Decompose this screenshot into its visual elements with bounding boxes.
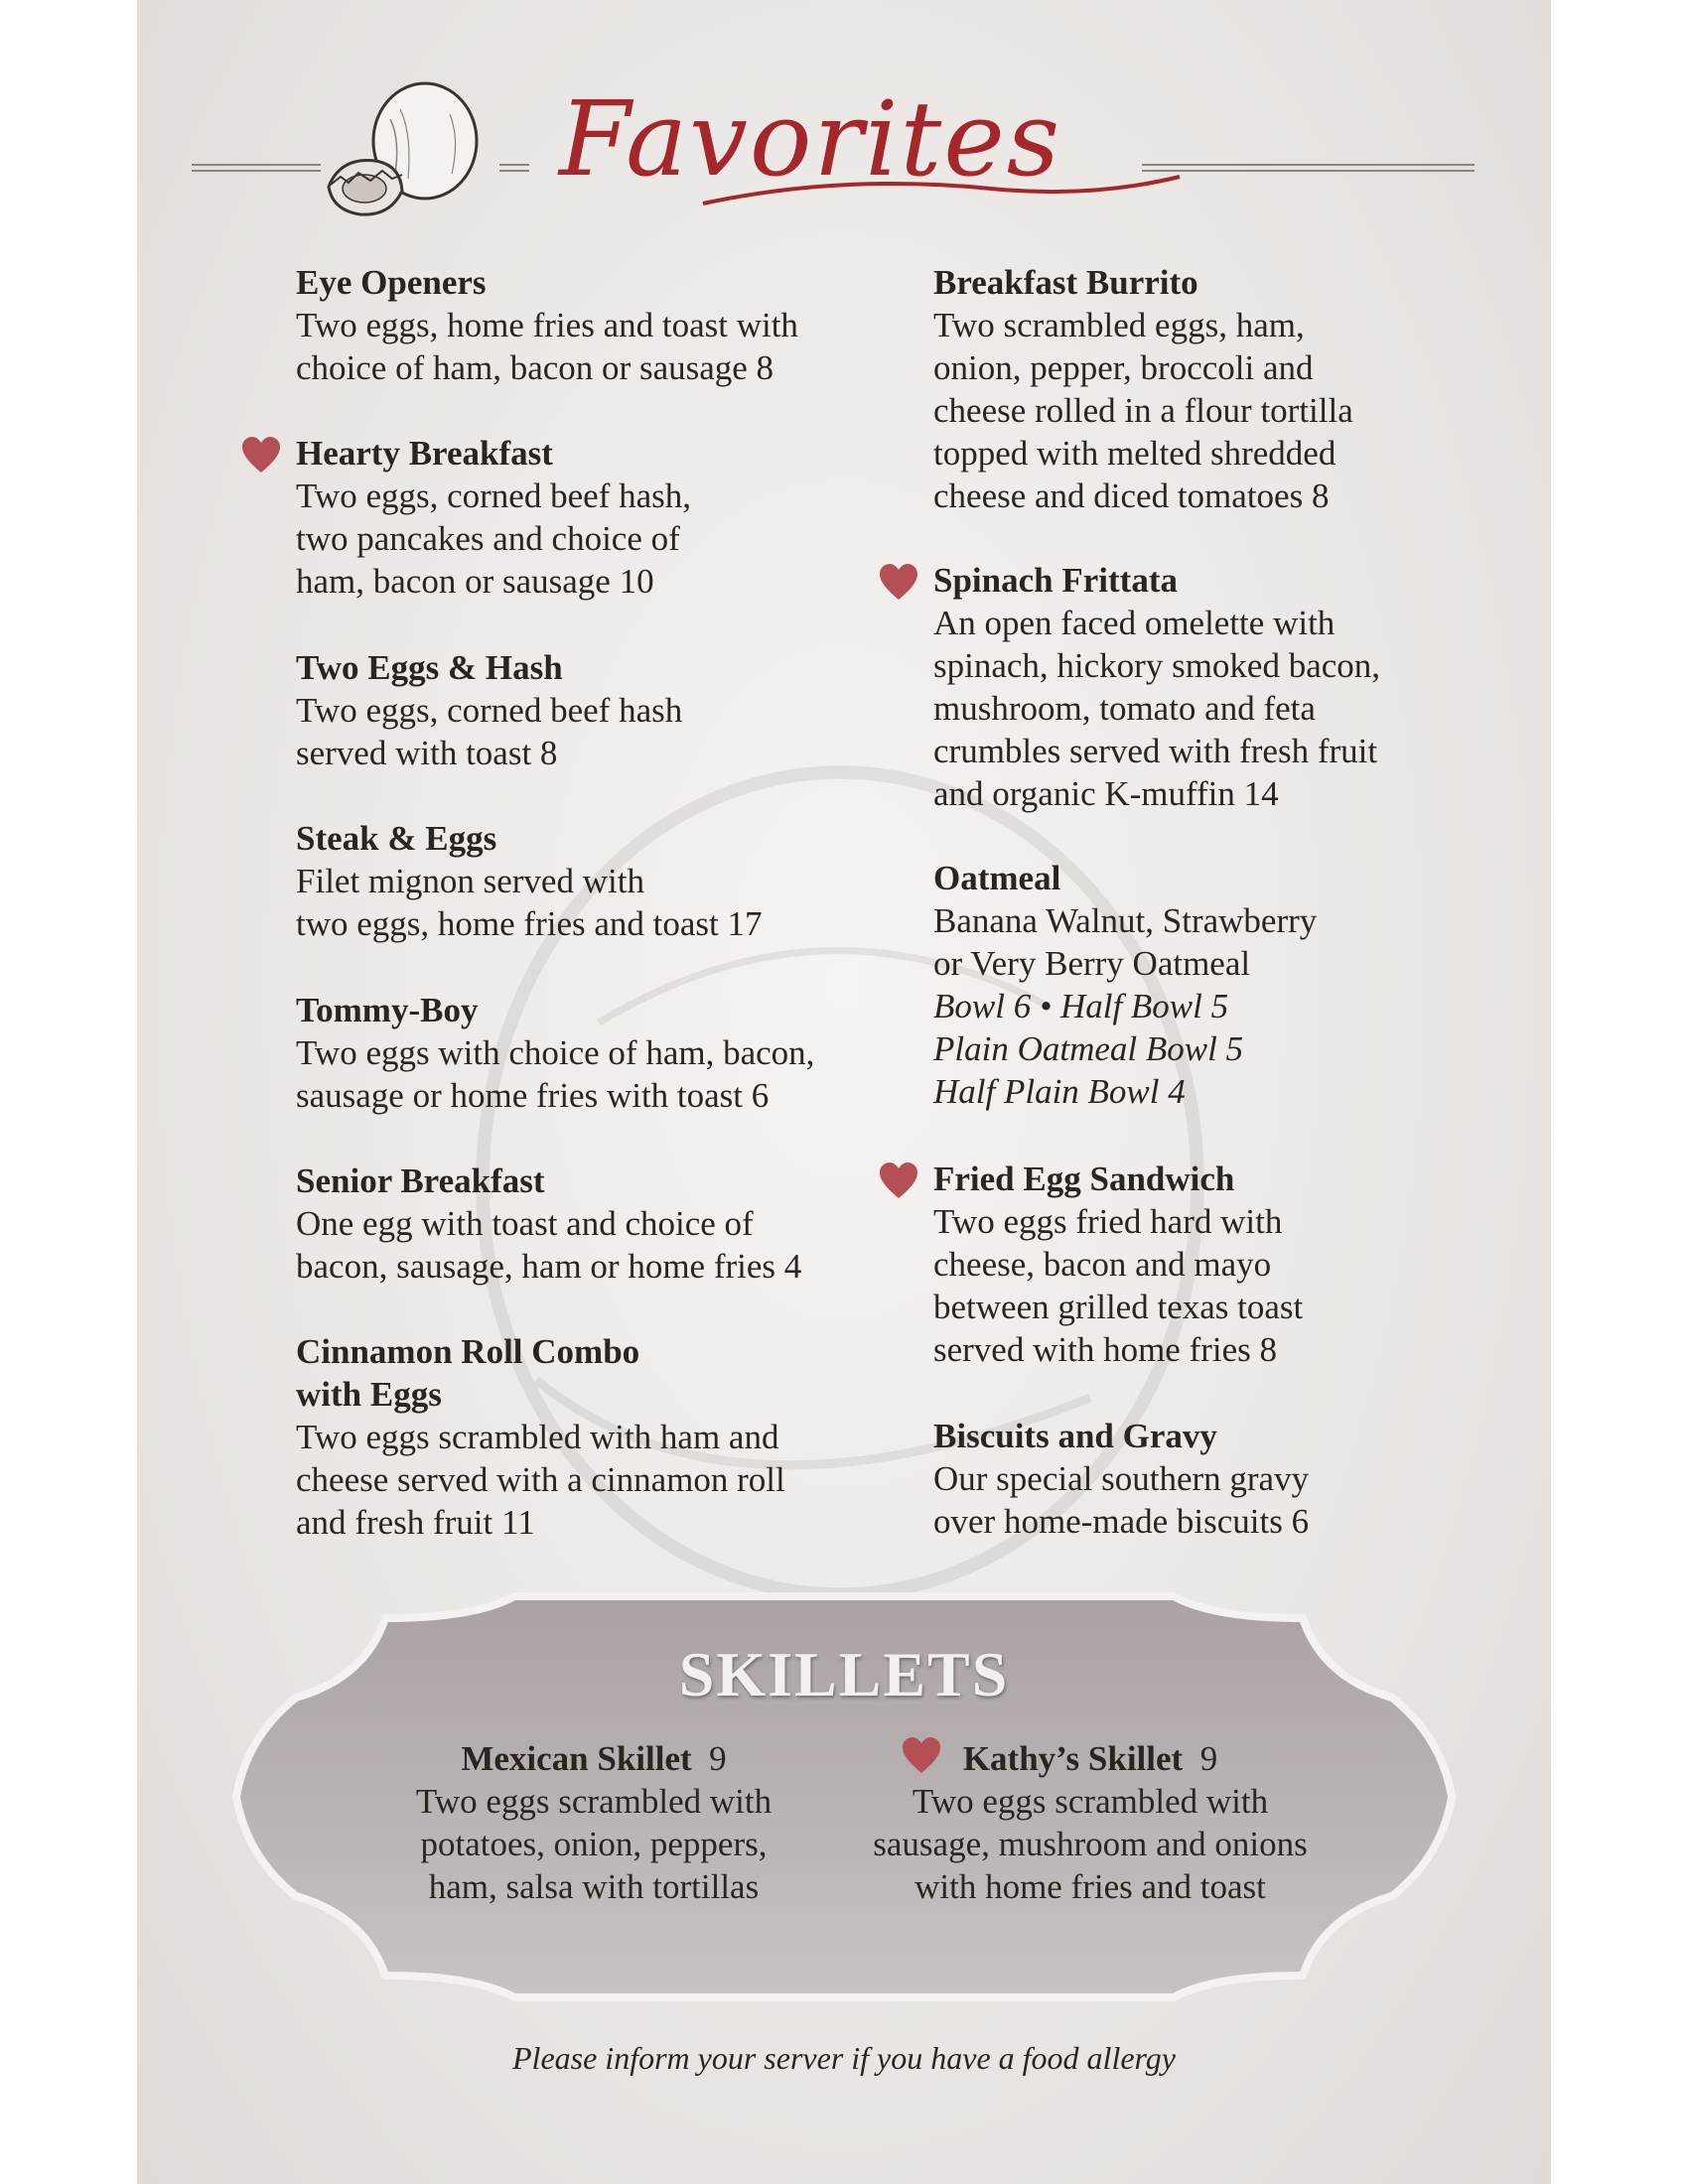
item-desc: and fresh fruit 11	[296, 1503, 535, 1542]
item-name: with Eggs	[296, 1375, 442, 1414]
item-desc: Two eggs fried hard with	[933, 1202, 1283, 1241]
item-desc: and organic K-muffin 14	[933, 774, 1279, 813]
item-desc: Banana Walnut, Strawberry	[933, 901, 1318, 940]
skillets-section	[216, 1588, 1472, 2005]
menu-item-cinnamon-roll-combo	[296, 1330, 892, 1544]
item-desc: Our special southern gravy	[933, 1459, 1310, 1498]
skillet-item-kathys	[852, 1737, 1329, 1908]
item-name: Steak & Eggs	[296, 819, 497, 858]
item-name: Mexican Skillet	[461, 1739, 692, 1778]
item-desc: onion, pepper, broccoli and	[933, 348, 1314, 387]
header-rule-right	[1142, 162, 1475, 174]
menu-item-senior-breakfast	[296, 1160, 892, 1288]
item-name: Kathy’s Skillet	[962, 1739, 1184, 1778]
item-price: 9	[1199, 1739, 1218, 1778]
page-title: Favorites	[559, 78, 1062, 200]
title-swash	[693, 159, 1190, 218]
item-desc: sausage or home fries with toast 6	[296, 1076, 770, 1115]
header-rule-left	[192, 162, 321, 174]
item-option: Half Plain Bowl 4	[933, 1072, 1186, 1111]
item-name: Cinnamon Roll Combo	[296, 1332, 640, 1371]
skillet-item-mexican	[355, 1737, 832, 1908]
item-desc: bacon, sausage, ham or home fries 4	[296, 1247, 802, 1286]
menu-item-two-eggs-hash	[296, 646, 892, 774]
item-name: Senior Breakfast	[296, 1161, 545, 1200]
item-desc: spinach, hickory smoked bacon,	[933, 646, 1381, 685]
item-desc: served with toast 8	[296, 734, 558, 772]
menu-item-eye-openers	[296, 261, 892, 389]
heart-icon	[241, 437, 281, 475]
item-name: Spinach Frittata	[933, 561, 1178, 600]
item-desc: sausage, mushroom and onions	[873, 1825, 1308, 1863]
item-option: Plain Oatmeal Bowl 5	[933, 1029, 1244, 1068]
menu-item-fried-egg-sandwich	[933, 1158, 1529, 1371]
menu-item-oatmeal	[933, 857, 1529, 1113]
item-desc: mushroom, tomato and feta	[933, 689, 1316, 728]
item-desc: Two scrambled eggs, ham,	[933, 306, 1305, 344]
menu-item-hearty-breakfast	[296, 432, 892, 603]
menu-page	[137, 0, 1551, 2184]
item-desc: or Very Berry Oatmeal	[933, 944, 1251, 983]
item-desc: ham, salsa with tortillas	[428, 1867, 760, 1906]
item-desc: Two eggs scrambled with ham and	[296, 1418, 779, 1456]
item-desc: between grilled texas toast	[933, 1288, 1304, 1326]
allergy-note: Please inform your server if you have a food allergy	[512, 2040, 1176, 2076]
menu-item-tommy-boy	[296, 989, 892, 1117]
menu-item-steak-eggs	[296, 817, 892, 945]
item-price: 9	[709, 1739, 727, 1778]
item-name: Oatmeal	[933, 859, 1061, 897]
item-name: Tommy-Boy	[296, 991, 479, 1029]
item-name: Hearty Breakfast	[296, 434, 553, 473]
item-desc: with home fries and toast	[914, 1867, 1266, 1906]
item-desc: two eggs, home fries and toast 17	[296, 904, 763, 943]
item-name: Fried Egg Sandwich	[933, 1160, 1235, 1198]
item-desc: cheese and diced tomatoes 8	[933, 477, 1330, 515]
menu-item-biscuits-gravy	[933, 1415, 1529, 1543]
heart-icon	[879, 1162, 918, 1200]
item-desc: Two eggs with choice of ham, bacon,	[296, 1033, 815, 1072]
skillets-title: SKILLETS	[678, 1639, 1010, 1709]
item-name: Breakfast Burrito	[933, 263, 1198, 302]
item-desc: An open faced omelette with	[933, 604, 1336, 642]
item-desc: ham, bacon or sausage 10	[296, 562, 654, 601]
item-desc: Two eggs, home fries and toast with	[296, 306, 798, 344]
item-desc: Two eggs scrambled with	[912, 1782, 1269, 1821]
item-desc: over home-made biscuits 6	[933, 1502, 1310, 1541]
item-name: Two Eggs & Hash	[296, 648, 563, 687]
item-desc: cheese rolled in a flour tortilla	[933, 391, 1353, 430]
item-option: Bowl 6 • Half Bowl 5	[933, 987, 1229, 1025]
item-desc: choice of ham, bacon or sausage 8	[296, 348, 774, 387]
item-desc: crumbles served with fresh fruit	[933, 732, 1378, 770]
item-desc: One egg with toast and choice of	[296, 1204, 754, 1243]
item-desc: topped with melted shredded	[933, 434, 1336, 473]
egg-illustration-icon	[321, 79, 494, 228]
menu-item-breakfast-burrito	[933, 261, 1529, 517]
item-desc: Filet mignon served with	[296, 862, 644, 900]
heart-icon	[879, 564, 918, 602]
menu-item-spinach-frittata	[933, 559, 1529, 815]
item-desc: two pancakes and choice of	[296, 519, 680, 558]
item-desc: Two eggs scrambled with	[415, 1782, 773, 1821]
item-name: Biscuits and Gravy	[933, 1417, 1217, 1455]
item-name: Eye Openers	[296, 263, 487, 302]
header	[137, 60, 1551, 218]
item-desc: cheese, bacon and mayo	[933, 1245, 1272, 1284]
header-rule-dash	[499, 162, 529, 174]
item-desc: Two eggs, corned beef hash,	[296, 477, 691, 515]
item-desc: Two eggs, corned beef hash	[296, 691, 683, 730]
item-desc: potatoes, onion, peppers,	[420, 1825, 768, 1863]
item-desc: cheese served with a cinnamon roll	[296, 1460, 785, 1499]
item-desc: served with home fries 8	[933, 1330, 1278, 1369]
